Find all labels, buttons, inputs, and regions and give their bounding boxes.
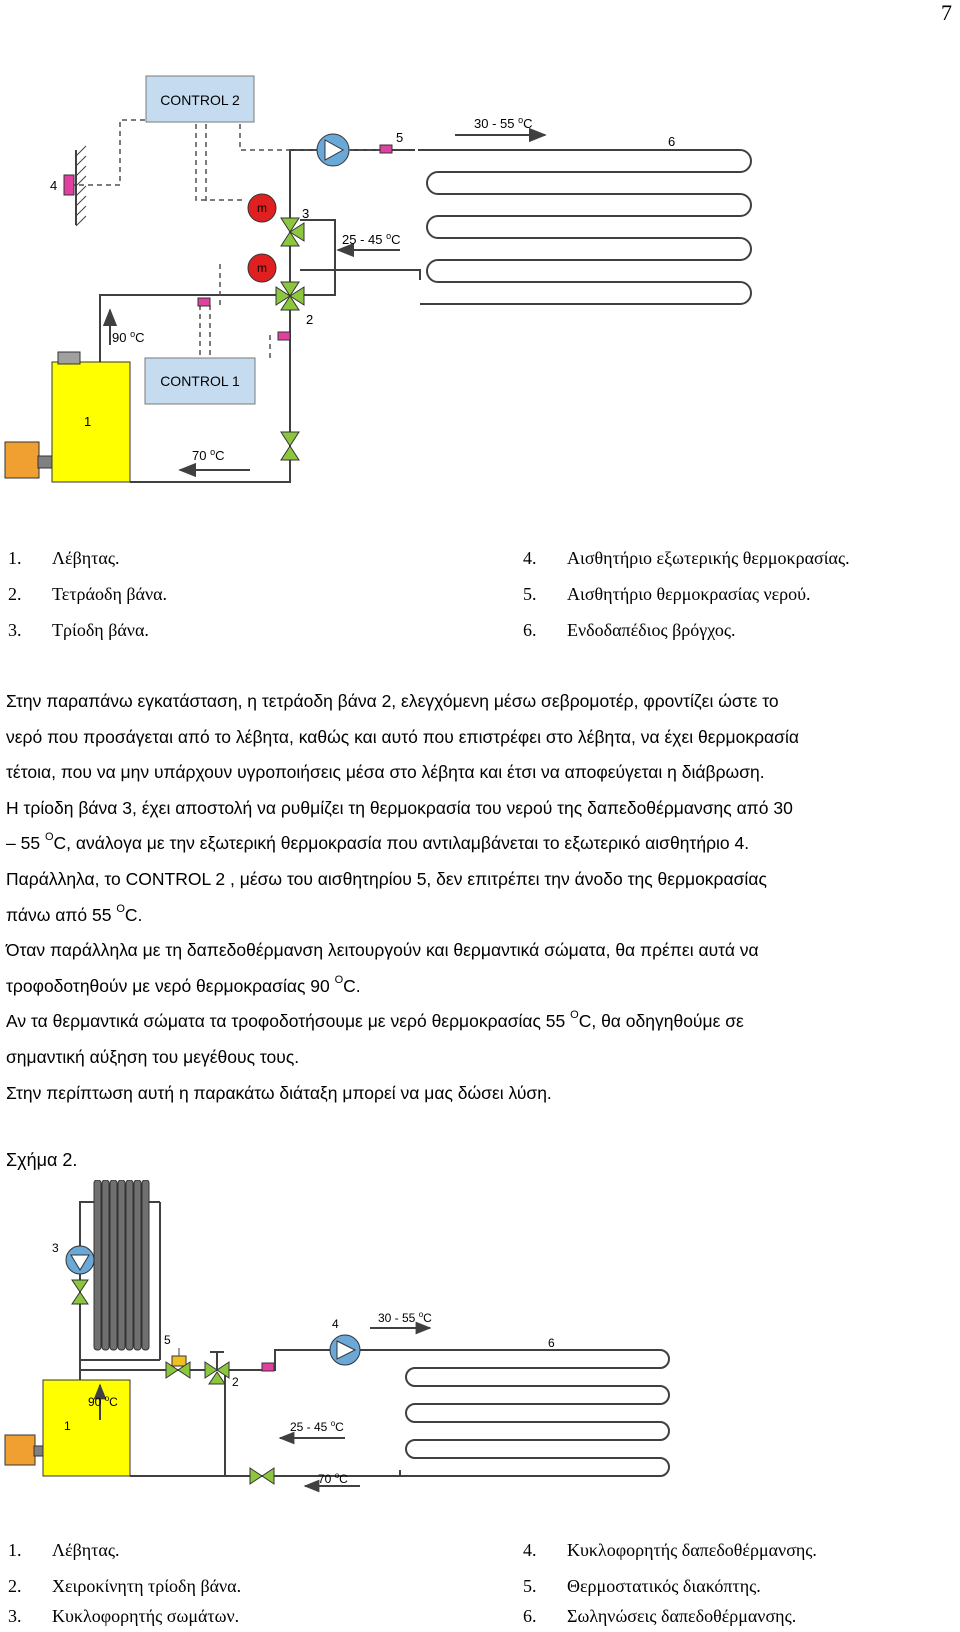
paragraph-line: Αν τα θερμαντικά σώματα τα τροφοδοτήσουμε με νερό θερμοκρασίας 55 $^O$C, θα οδηγηθούμε σε bbox=[6, 1009, 744, 1032]
burner-nozzle bbox=[34, 1446, 43, 1456]
legend-item: 3. Τρίοδη βάνα. bbox=[8, 620, 149, 640]
return-valve-icon bbox=[250, 1468, 274, 1484]
valve-icon bbox=[72, 1280, 88, 1304]
motor-label: m bbox=[257, 201, 267, 215]
paragraph-line: σημαντική αύξηση του μεγέθους τους. bbox=[6, 1046, 300, 1067]
temp-boiler-out: 90 $^o$C bbox=[88, 1394, 118, 1409]
paragraph-line: τέτοια, που να μην υπάρχουν υγροποιήσεις μέσα στο λέβητα και έτσι να αποφεύγεται η διάβρωση. bbox=[6, 762, 765, 783]
temp-top: 30 - 55 $^o$C bbox=[474, 115, 533, 131]
burner bbox=[5, 1435, 35, 1465]
legend-1-right bbox=[515, 540, 850, 648]
legend-item: 6. Ενδοδαπέδιος βρόγχος. bbox=[523, 620, 736, 640]
return-valve-icon bbox=[281, 432, 299, 460]
label-4: 4 bbox=[332, 1317, 339, 1331]
diagram-2 bbox=[0, 1180, 960, 1530]
sensor-supply bbox=[198, 298, 210, 306]
page-number: 7 bbox=[941, 0, 952, 25]
paragraph-line: – 55 $^O$C, ανάλογα με την εξωτερική θερμοκρασία που αντιλαμβάνεται το εξωτερικό αισθητήριο 4. bbox=[6, 831, 750, 854]
temp-return: 70 $^o$C bbox=[318, 1471, 348, 1486]
legend-item: 5. Θερμοστατικός διακόπτης. bbox=[523, 1576, 761, 1596]
paragraph-line: Η τρίοδη βάνα 3, έχει αποστολή να ρυθμίζει τη θερμοκρασία του νερού της δαπεδοθέρμανσης από 30 bbox=[6, 797, 793, 818]
label-1: 1 bbox=[84, 414, 92, 429]
temp-boiler-out: 90 $^o$C bbox=[112, 329, 145, 345]
legend-item: 1. Λέβητας. bbox=[8, 1540, 120, 1560]
legend-item: 2. Τετράοδη βάνα. bbox=[8, 584, 168, 604]
legend-1-left bbox=[0, 540, 167, 648]
motor-label: m bbox=[257, 261, 267, 275]
water-sensor-5 bbox=[380, 145, 392, 153]
body-text bbox=[6, 684, 954, 1111]
label-6: 6 bbox=[668, 134, 676, 149]
thermostatic-switch bbox=[172, 1356, 186, 1366]
legend-item: 1. Λέβητας. bbox=[8, 548, 120, 568]
paragraph-line: Παράλληλα, το CONTROL 2 , μέσω του αισθητηρίου 5, δεν επιτρέπει την άνοδο της θερμοκρασίας bbox=[6, 868, 767, 889]
legend-item: 4. Αισθητήριο εξωτερικής θερμοκρασίας. bbox=[523, 548, 850, 568]
temperature-sensor bbox=[262, 1363, 274, 1371]
label-3: 3 bbox=[52, 1241, 59, 1255]
paragraph-line: νερό που προσάγεται από το λέβητα, καθώς και αυτό που επιστρέφει στο λέβητα, να έχει θερμοκρασία bbox=[6, 726, 799, 747]
paragraph-line: Στην παραπάνω εγκατάσταση, η τετράοδη βάνα 2, ελεγχόμενη μέσω σεβρομοτέρ, φροντίζει ώστε το bbox=[6, 691, 779, 711]
temp-top: 30 - 55 $^o$C bbox=[378, 1310, 432, 1325]
legend-2-right bbox=[515, 1532, 817, 1628]
paragraph-line: Όταν παράλληλα με τη δαπεδοθέρμανση λειτουργούν και θερμαντικά σώματα, θα πρέπει αυτά να bbox=[6, 940, 759, 961]
paragraph-line: πάνω από 55 $^O$C. bbox=[6, 902, 143, 925]
legend-item: 6. Σωληνώσεις δαπεδοθέρμανσης. bbox=[523, 1606, 797, 1626]
label-2: 2 bbox=[232, 1375, 239, 1389]
temp-mid: 25 - 45 $^o$C bbox=[342, 231, 401, 247]
temp-return: 70 $^o$C bbox=[192, 447, 225, 463]
label-1: 1 bbox=[64, 1419, 71, 1433]
label-5: 5 bbox=[396, 130, 404, 145]
outdoor-sensor bbox=[64, 175, 74, 195]
figure-2-caption: Σχήμα 2. bbox=[6, 1150, 78, 1170]
burner-nozzle bbox=[38, 456, 52, 468]
label-2: 2 bbox=[306, 312, 314, 327]
label-4: 4 bbox=[50, 178, 58, 193]
paragraph-line: τροφοδοτηθούν με νερό θερμοκρασίας 90 $^O$C. bbox=[6, 973, 361, 996]
legend-item: 2. Χειροκίνητη τρίοδη βάνα. bbox=[8, 1576, 242, 1596]
diagram-1 bbox=[0, 0, 960, 520]
label-5: 5 bbox=[164, 1333, 171, 1347]
label-6: 6 bbox=[548, 1336, 555, 1350]
four-way-valve-icon bbox=[276, 282, 304, 310]
control-2-label: CONTROL 2 bbox=[160, 92, 240, 108]
three-way-valve-icon bbox=[281, 218, 304, 246]
legend-item: 3. Κυκλοφορητής σωμάτων. bbox=[8, 1606, 240, 1626]
legend-2-left bbox=[0, 1532, 241, 1628]
sensor-return bbox=[278, 332, 290, 340]
legend-item: 4. Κυκλοφορητής δαπεδοθέρμανσης. bbox=[523, 1540, 817, 1560]
label-3: 3 bbox=[302, 206, 310, 221]
control-1-label: CONTROL 1 bbox=[160, 373, 240, 389]
radiator bbox=[94, 1180, 149, 1350]
paragraph-line: Στην περίπτωση αυτή η παρακάτω διάταξη μπορεί να μας δώσει λύση. bbox=[6, 1082, 552, 1103]
temp-mid: 25 - 45 $^o$C bbox=[290, 1419, 344, 1434]
legend-item: 5. Αισθητήριο θερμοκρασίας νερού. bbox=[523, 584, 811, 604]
boiler-top bbox=[58, 352, 80, 364]
burner bbox=[5, 442, 39, 478]
